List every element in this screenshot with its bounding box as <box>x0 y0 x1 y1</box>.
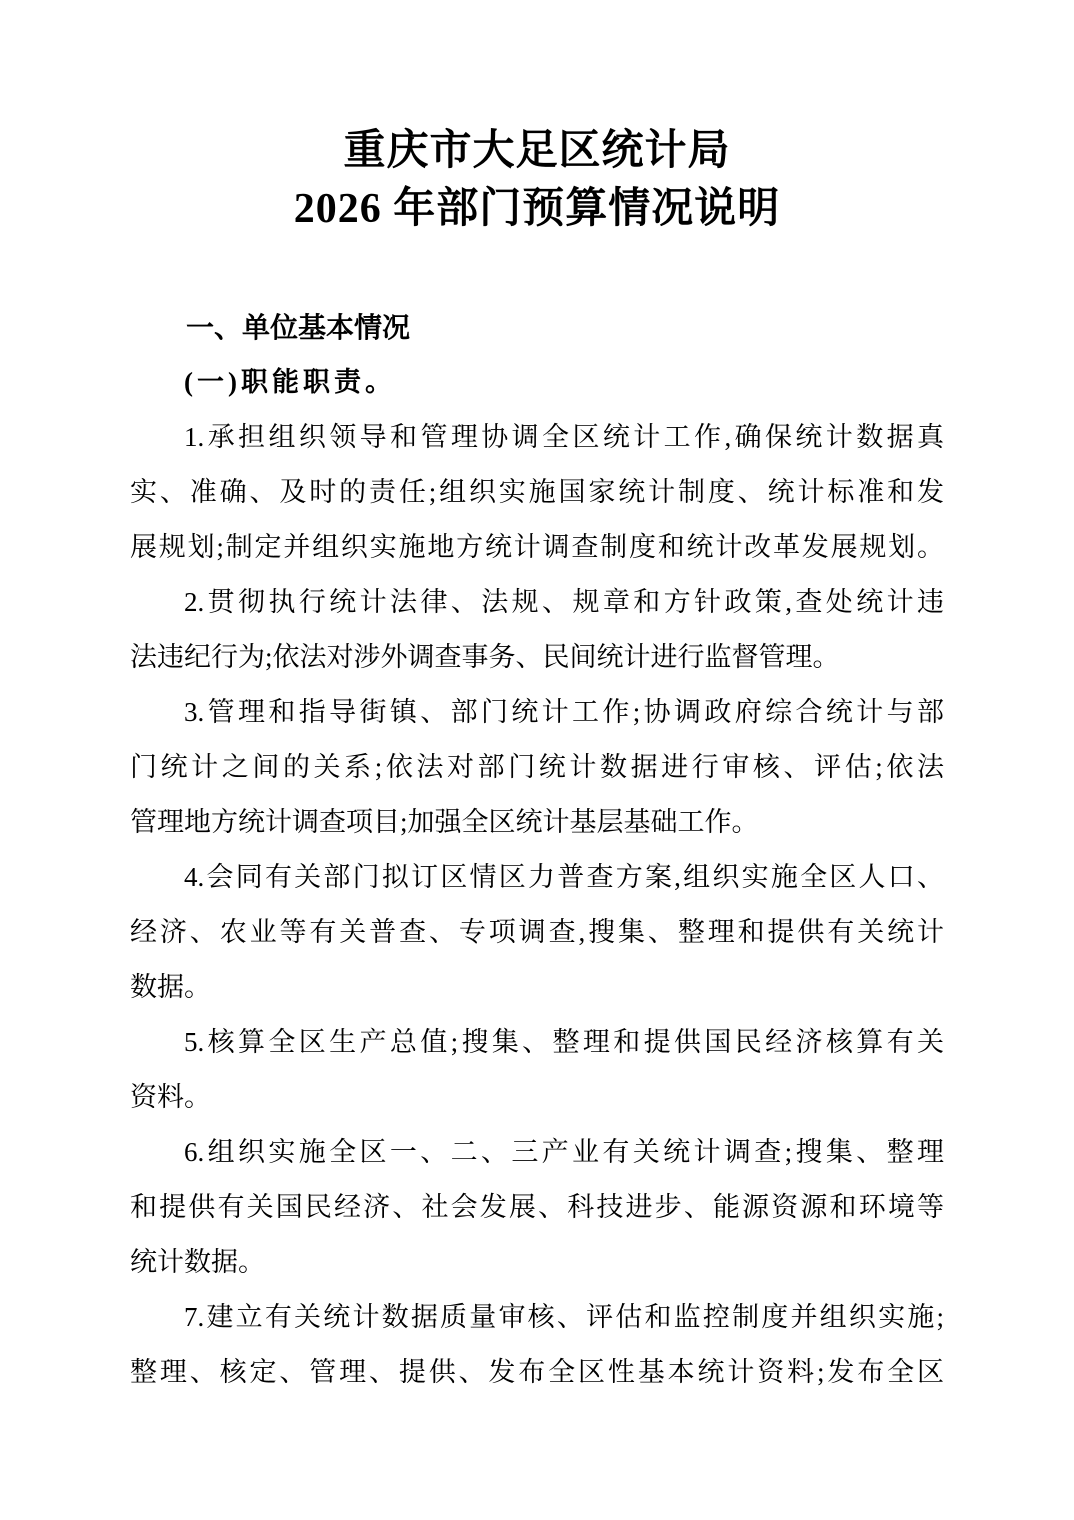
text-line: 整理、核定、管理、提供、发布全区性基本统计资料;发布全区 <box>130 1357 944 1387</box>
paragraph-6 <box>130 1125 944 1290</box>
text-line: 3.管理和指导街镇、部门统计工作;协调政府综合统计与部 <box>184 697 944 727</box>
paragraph-4 <box>130 850 944 1015</box>
text-line: 数据。 <box>130 972 211 1002</box>
document-title-line-1: 重庆市大足区统计局 <box>343 128 731 174</box>
subsection-heading: (一)职能职责。 <box>184 367 396 397</box>
document-title <box>130 122 944 238</box>
text-line: 和提供有关国民经济、社会发展、科技进步、能源资源和环境等 <box>130 1192 944 1222</box>
text-line: 1.承担组织领导和管理协调全区统计工作,确保统计数据真 <box>184 422 944 452</box>
text-line: 管理地方统计调查项目;加强全区统计基层基础工作。 <box>130 807 759 837</box>
text-line: 7.建立有关统计数据质量审核、评估和监控制度并组织实施; <box>184 1302 944 1332</box>
text-line: 法违纪行为;依法对涉外调查事务、民间统计进行监督管理。 <box>130 642 840 672</box>
text-line: 统计数据。 <box>130 1247 265 1277</box>
text-line: 门统计之间的关系;依法对部门统计数据进行审核、评估;依法 <box>130 752 944 782</box>
text-line: 经济、农业等有关普查、专项调查,搜集、整理和提供有关统计 <box>130 917 944 947</box>
text-line: 实、准确、及时的责任;组织实施国家统计制度、统计标准和发 <box>130 477 944 507</box>
paragraph-1 <box>130 410 944 575</box>
paragraph-7 <box>130 1290 944 1400</box>
paragraph-3 <box>130 685 944 850</box>
section-heading: 一、单位基本情况 <box>186 312 411 343</box>
text-line: 4.会同有关部门拟订区情区力普查方案,组织实施全区人口、 <box>184 862 944 892</box>
text-line: 展规划;制定并组织实施地方统计调查制度和统计改革发展规划。 <box>130 532 944 562</box>
paragraph-2 <box>130 575 944 685</box>
text-line: 5.核算全区生产总值;搜集、整理和提供国民经济核算有关 <box>184 1027 944 1057</box>
text-line: 资料。 <box>130 1082 211 1112</box>
text-line: 2.贯彻执行统计法律、法规、规章和方针政策,查处统计违 <box>184 587 944 617</box>
paragraph-5 <box>130 1015 944 1125</box>
text-line: 6.组织实施全区一、二、三产业有关统计调查;搜集、整理 <box>184 1137 944 1167</box>
document-title-line-2: 2026 年部门预算情况说明 <box>293 186 781 232</box>
